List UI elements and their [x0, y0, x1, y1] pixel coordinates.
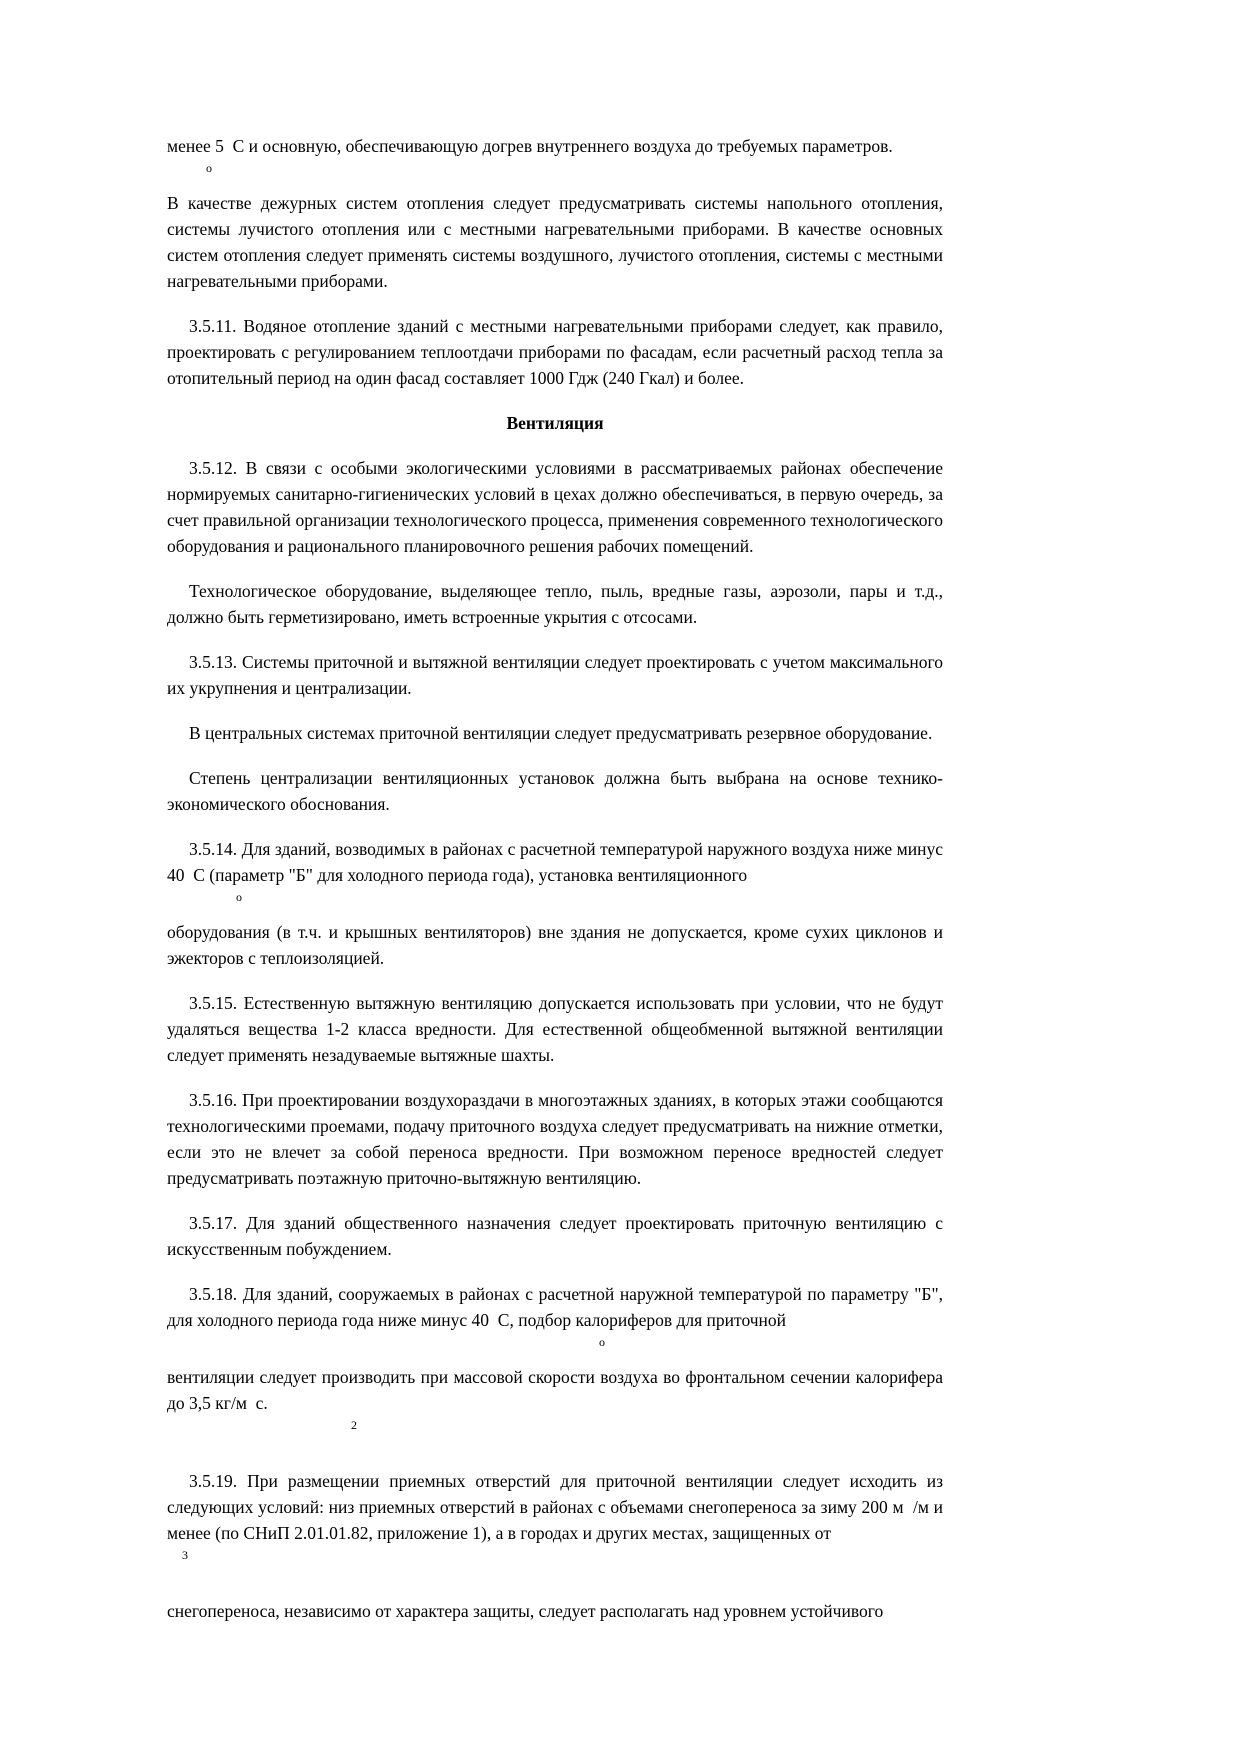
- paragraph-3-5-16: 3.5.16. При проектировании воздухораздачи в многоэтажных зданиях, в которых этажи сообщаются технологическими проемами, подачу приточного воздуха следует предусматривать на нижние отметки, если это не влечет за собой переноса вредности. При возможном переносе вредностей следует предусматривать поэтажную приточно-вытяжную вентиляцию.: [167, 1090, 943, 1188]
- paragraph-3-5-14: 3.5.14. Для зданий, возводимых в районах с расчетной температурой наружного воздуха ниже минус 40 С (параметр "Б" для холодного периода года), установка вентиляционного: [167, 839, 943, 885]
- paragraph-3-5-18: 3.5.18. Для зданий, сооружаемых в районах с расчетной наружной температурой по параметру "Б", для холодного периода года ниже минус 40 С, подбор калориферов для приточной: [167, 1284, 943, 1330]
- paragraph: оборудования (в т.ч. и крышных вентиляторов) вне здания не допускается, кроме сухих циклонов и эжекторов с теплоизоляцией.: [167, 922, 943, 968]
- superscript-3-mark: 3: [182, 1548, 188, 1562]
- superscript-2-mark: 2: [351, 1418, 357, 1432]
- paragraph: менее 5 С и основную, обеспечивающую догрев внутреннего воздуха до требуемых параметров.: [167, 136, 893, 156]
- paragraph: Технологическое оборудование, выделяющее тепло, пыль, вредные газы, аэрозоли, пары и т.д., должно быть герметизировано, иметь встроенные укрытия с отсосами.: [167, 581, 943, 627]
- paragraph-3-5-19: 3.5.19. При размещении приемных отверстий для приточной вентиляции следует исходить из следующих условий: низ приемных отверстий в районах с объемами снегопереноса за зиму 200 м /м и менее (по СНиП 2.01.01.82, приложение 1), а в городах и других местах, защищенных от: [167, 1471, 943, 1543]
- paragraph: снегопереноса, независимо от характера защиты, следует располагать над уровнем устойчивого: [167, 1601, 884, 1621]
- paragraph: вентиляции следует производить при массовой скорости воздуха во фронтальном сечении калорифера до 3,5 кг/м с.: [167, 1367, 943, 1413]
- section-heading-ventilation: Вентиляция: [506, 413, 604, 433]
- degree-mark: о: [599, 1335, 605, 1349]
- paragraph: Степень централизации вентиляционных установок должна быть выбрана на основе технико-экономического обоснования.: [167, 768, 943, 814]
- degree-mark: о: [236, 890, 242, 904]
- paragraph-3-5-11: 3.5.11. Водяное отопление зданий с местными нагревательными приборами следует, как правило, проектировать с регулированием теплоотдачи приборами по фасадам, если расчетный расход тепла за отопительный период на один фасад составляет 1000 Гдж (240 Гкал) и более.: [167, 316, 943, 388]
- paragraph-3-5-13: 3.5.13. Системы приточной и вытяжной вентиляции следует проектировать с учетом максимального их укрупнения и централизации.: [167, 652, 943, 698]
- degree-mark: о: [206, 161, 212, 175]
- paragraph-3-5-15: 3.5.15. Естественную вытяжную вентиляцию допускается использовать при условии, что не будут удаляться вещества 1-2 класса вредности. Для естественной общеобменной вытяжной вентиляции следует применять незадуваемые вытяжные шахты.: [167, 993, 943, 1065]
- paragraph: В качестве дежурных систем отопления следует предусматривать системы напольного отопления, системы лучистого отопления или с местными нагревательными приборами. В качестве основных систем отопления следует применять системы воздушного, лучистого отопления, системы с местными нагревательными приборами.: [167, 193, 943, 291]
- paragraph-3-5-17: 3.5.17. Для зданий общественного назначения следует проектировать приточную вентиляцию с искусственным побуждением.: [167, 1213, 943, 1259]
- paragraph-3-5-12: 3.5.12. В связи с особыми экологическими условиями в рассматриваемых районах обеспечение нормируемых санитарно-гигиенических условий в цехах должно обеспечиваться, в первую очередь, за счет правильной организации технологического процесса, применения современного технологического оборудования и рационального планировочного решения рабочих помещений.: [167, 458, 943, 556]
- paragraph: В центральных системах приточной вентиляции следует предусматривать резервное оборудование.: [189, 723, 933, 743]
